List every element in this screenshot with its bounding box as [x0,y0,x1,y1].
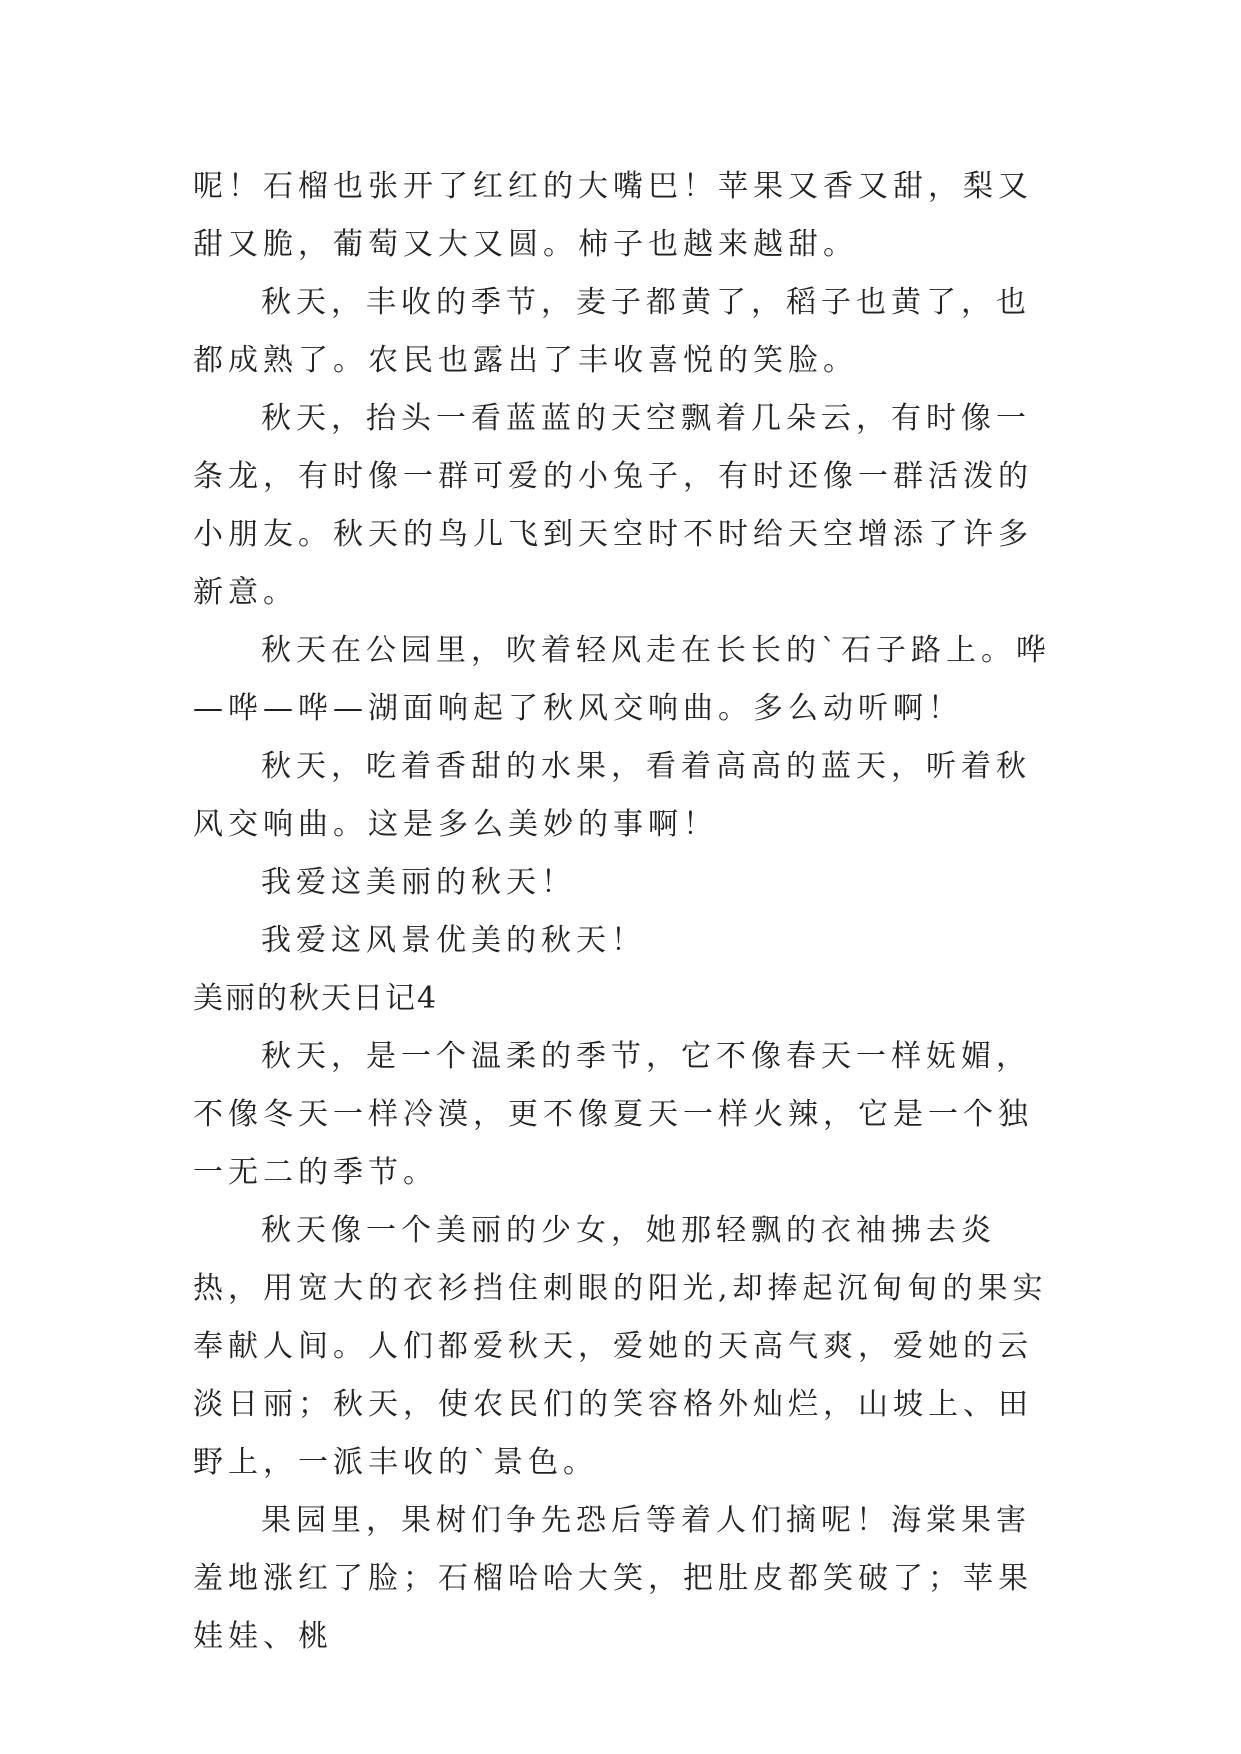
document-body [193,158,1055,1666]
paragraph: 秋天，是一个温柔的季节，它不像春天一样妩媚，不像冬天一样冷漠，更不像夏天一样火辣，它是一个独一无二的季节。 [193,1039,1033,1190]
paragraph: 果园里，果树们争先恐后等着人们摘呢！海棠果害羞地涨红了脸；石榴哈哈大笑，把肚皮都笑破了；苹果娃娃、桃 [193,1503,1033,1654]
paragraph: 秋天，抬头一看蓝蓝的天空飘着几朵云，有时像一条龙，有时像一群可爱的小兔子，有时还像一群活泼的小朋友。秋天的鸟儿飞到天空时不时给天空增添了许多新意。 [193,401,1033,610]
section-title: 美丽的秋天日记4 [193,981,439,1016]
paragraph: 秋天像一个美丽的少女，她那轻飘的衣袖拂去炎热，用宽大的衣衫挡住刺眼的阳光,却捧起沉甸甸的果实奉献人间。人们都爱秋天，爱她的天高气爽，爱她的云淡日丽；秋天，使农民们的笑容格外灿烂，山坡上、田野上，一派丰收的`景色。 [193,1213,1048,1480]
paragraph: 呢！石榴也张开了红红的大嘴巴！苹果又香又甜，梨又甜又脆，葡萄又大又圆。柿子也越来越甜。 [193,169,1033,262]
paragraph: 我爱这美丽的秋天！ [261,865,576,900]
paragraph: 我爱这风景优美的秋天！ [261,923,646,958]
paragraph: 秋天，丰收的季节，麦子都黄了，稻子也黄了，也都成熟了。农民也露出了丰收喜悦的笑脸。 [193,285,1031,378]
paragraph: 秋天在公园里，吹着轻风走在长长的`石子路上。哗—哗—哗—湖面响起了秋风交响曲。多么动听啊！ [193,633,1051,726]
paragraph: 秋天，吃着香甜的水果，看着高高的蓝天，听着秋风交响曲。这是多么美妙的事啊！ [193,749,1031,842]
